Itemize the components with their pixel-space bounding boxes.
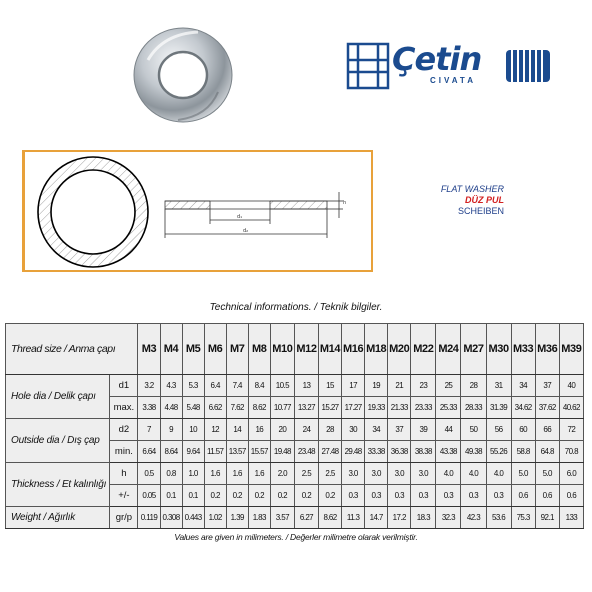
value-cell: 0.5 <box>138 463 160 485</box>
size-header: M30 <box>486 324 511 375</box>
value-cell: 44 <box>436 419 461 441</box>
value-cell: 3.0 <box>365 463 388 485</box>
name-english: FLAT WASHER <box>440 184 504 194</box>
value-cell: 37.62 <box>535 397 559 419</box>
size-header: M10 <box>270 324 294 375</box>
size-header: M33 <box>511 324 535 375</box>
symbol-cell: min. <box>110 441 138 463</box>
value-cell: 10.5 <box>270 375 294 397</box>
value-cell: 11.3 <box>342 507 365 529</box>
product-names <box>420 184 504 217</box>
size-header: M18 <box>365 324 388 375</box>
table-row <box>6 507 584 529</box>
value-cell: 20 <box>270 419 294 441</box>
property-label: Hole dia / Delik çapı <box>6 375 110 419</box>
value-cell: 36.38 <box>388 441 411 463</box>
value-cell: 0.3 <box>461 485 486 507</box>
h-label: h <box>343 200 347 206</box>
table-row <box>6 463 584 485</box>
value-cell: 0.2 <box>248 485 270 507</box>
value-cell: 0.3 <box>436 485 461 507</box>
value-cell: 40 <box>559 375 583 397</box>
size-header: M16 <box>342 324 365 375</box>
value-cell: 37 <box>388 419 411 441</box>
symbol-cell: max. <box>110 397 138 419</box>
washer-side-view <box>165 192 343 238</box>
value-cell: 15 <box>318 375 341 397</box>
value-cell: 19.33 <box>365 397 388 419</box>
value-cell: 31 <box>486 375 511 397</box>
size-header: M22 <box>411 324 436 375</box>
size-header: M6 <box>204 324 226 375</box>
table-row <box>6 375 584 397</box>
value-cell: 0.2 <box>270 485 294 507</box>
value-cell: 6.0 <box>559 463 583 485</box>
value-cell: 1.0 <box>182 463 204 485</box>
value-cell: 15.27 <box>318 397 341 419</box>
size-header: M14 <box>318 324 341 375</box>
size-header: M8 <box>248 324 270 375</box>
symbol-cell: gr/p <box>110 507 138 529</box>
value-cell: 4.48 <box>160 397 182 419</box>
value-cell: 28 <box>461 375 486 397</box>
value-cell: 1.02 <box>204 507 226 529</box>
value-cell: 38.38 <box>411 441 436 463</box>
value-cell: 23.48 <box>294 441 318 463</box>
value-cell: 3.0 <box>388 463 411 485</box>
value-cell: 19 <box>365 375 388 397</box>
value-cell: 3.0 <box>342 463 365 485</box>
value-cell: 34.62 <box>511 397 535 419</box>
value-cell: 10 <box>182 419 204 441</box>
value-cell: 56 <box>486 419 511 441</box>
value-cell: 28.33 <box>461 397 486 419</box>
value-cell: 4.0 <box>486 463 511 485</box>
size-header: M12 <box>294 324 318 375</box>
value-cell: 25.33 <box>436 397 461 419</box>
value-cell: 0.05 <box>138 485 160 507</box>
value-cell: 12 <box>204 419 226 441</box>
name-german: SCHEIBEN <box>457 206 504 216</box>
value-cell: 58.8 <box>511 441 535 463</box>
value-cell: 0.3 <box>365 485 388 507</box>
value-cell: 72 <box>559 419 583 441</box>
symbol-cell: +/- <box>110 485 138 507</box>
value-cell: 0.8 <box>160 463 182 485</box>
value-cell: 18.3 <box>411 507 436 529</box>
value-cell: 27.48 <box>318 441 341 463</box>
value-cell: 9 <box>160 419 182 441</box>
value-cell: 3.38 <box>138 397 160 419</box>
value-cell: 6.64 <box>138 441 160 463</box>
value-cell: 31.39 <box>486 397 511 419</box>
units-footnote: Values are given in milimeters. / Değerler milimetre olarak verilmiştir. <box>174 532 418 542</box>
value-cell: 5.48 <box>182 397 204 419</box>
value-cell: 0.1 <box>160 485 182 507</box>
value-cell: 3.2 <box>138 375 160 397</box>
logo-wordmark: Çetin <box>392 40 482 78</box>
value-cell: 1.6 <box>204 463 226 485</box>
value-cell: 1.6 <box>226 463 248 485</box>
size-header: M4 <box>160 324 182 375</box>
value-cell: 0.2 <box>318 485 341 507</box>
value-cell: 2.0 <box>270 463 294 485</box>
value-cell: 11.57 <box>204 441 226 463</box>
value-cell: 8.62 <box>318 507 341 529</box>
value-cell: 14 <box>226 419 248 441</box>
size-header: M20 <box>388 324 411 375</box>
value-cell: 55.26 <box>486 441 511 463</box>
value-cell: 53.6 <box>486 507 511 529</box>
value-cell: 9.64 <box>182 441 204 463</box>
value-cell: 1.39 <box>226 507 248 529</box>
value-cell: 7.62 <box>226 397 248 419</box>
size-header: M27 <box>461 324 486 375</box>
table-row <box>6 419 584 441</box>
value-cell: 64.8 <box>535 441 559 463</box>
value-cell: 0.3 <box>411 485 436 507</box>
value-cell: 23.33 <box>411 397 436 419</box>
value-cell: 4.3 <box>160 375 182 397</box>
value-cell: 15.57 <box>248 441 270 463</box>
value-cell: 5.3 <box>182 375 204 397</box>
spec-table <box>5 323 584 529</box>
value-cell: 2.5 <box>318 463 341 485</box>
value-cell: 8.62 <box>248 397 270 419</box>
property-label: Outside dia / Dış çap <box>6 419 110 463</box>
size-header: M7 <box>226 324 248 375</box>
size-header: M36 <box>535 324 559 375</box>
value-cell: 0.308 <box>160 507 182 529</box>
technical-drawing <box>22 150 373 272</box>
value-cell: 75.3 <box>511 507 535 529</box>
value-cell: 0.6 <box>559 485 583 507</box>
value-cell: 0.6 <box>535 485 559 507</box>
value-cell: 3.57 <box>270 507 294 529</box>
table-header-row <box>6 324 584 375</box>
value-cell: 7 <box>138 419 160 441</box>
d2-label: d₂ <box>243 228 249 234</box>
value-cell: 70.8 <box>559 441 583 463</box>
value-cell: 10.77 <box>270 397 294 419</box>
washer-photo <box>128 20 238 130</box>
value-cell: 6.27 <box>294 507 318 529</box>
value-cell: 2.5 <box>294 463 318 485</box>
value-cell: 23 <box>411 375 436 397</box>
value-cell: 8.4 <box>248 375 270 397</box>
value-cell: 5.0 <box>511 463 535 485</box>
value-cell: 30 <box>342 419 365 441</box>
value-cell: 24 <box>294 419 318 441</box>
value-cell: 3.0 <box>411 463 436 485</box>
symbol-cell: d1 <box>110 375 138 397</box>
value-cell: 133 <box>559 507 583 529</box>
value-cell: 8.64 <box>160 441 182 463</box>
value-cell: 13.57 <box>226 441 248 463</box>
value-cell: 17.27 <box>342 397 365 419</box>
value-cell: 42.3 <box>461 507 486 529</box>
value-cell: 13 <box>294 375 318 397</box>
value-cell: 0.3 <box>342 485 365 507</box>
value-cell: 0.2 <box>226 485 248 507</box>
value-cell: 34 <box>365 419 388 441</box>
property-label: Weight / Ağırlık <box>6 507 110 529</box>
size-header: M3 <box>138 324 160 375</box>
value-cell: 37 <box>535 375 559 397</box>
value-cell: 32.3 <box>436 507 461 529</box>
value-cell: 21.33 <box>388 397 411 419</box>
value-cell: 14.7 <box>365 507 388 529</box>
value-cell: 6.4 <box>204 375 226 397</box>
property-label: Thickness / Et kalınlığı <box>6 463 110 507</box>
symbol-cell: h <box>110 463 138 485</box>
value-cell: 1.83 <box>248 507 270 529</box>
value-cell: 92.1 <box>535 507 559 529</box>
value-cell: 66 <box>535 419 559 441</box>
value-cell: 21 <box>388 375 411 397</box>
value-cell: 19.48 <box>270 441 294 463</box>
value-cell: 40.62 <box>559 397 583 419</box>
washer-front-view <box>38 157 148 267</box>
value-cell: 0.119 <box>138 507 160 529</box>
value-cell: 28 <box>318 419 341 441</box>
value-cell: 4.0 <box>436 463 461 485</box>
value-cell: 0.3 <box>486 485 511 507</box>
value-cell: 17 <box>342 375 365 397</box>
value-cell: 16 <box>248 419 270 441</box>
value-cell: 0.2 <box>204 485 226 507</box>
technical-caption: Technical informations. / Teknik bilgiler. <box>209 302 383 313</box>
value-cell: 50 <box>461 419 486 441</box>
value-cell: 43.38 <box>436 441 461 463</box>
value-cell: 13.27 <box>294 397 318 419</box>
value-cell: 49.38 <box>461 441 486 463</box>
header-label: Thread size / Anma çapı <box>6 324 138 375</box>
value-cell: 0.1 <box>182 485 204 507</box>
value-cell: 6.62 <box>204 397 226 419</box>
value-cell: 0.443 <box>182 507 204 529</box>
value-cell: 0.6 <box>511 485 535 507</box>
value-cell: 5.0 <box>535 463 559 485</box>
value-cell: 39 <box>411 419 436 441</box>
value-cell: 60 <box>511 419 535 441</box>
value-cell: 33.38 <box>365 441 388 463</box>
value-cell: 17.2 <box>388 507 411 529</box>
size-header: M24 <box>436 324 461 375</box>
value-cell: 4.0 <box>461 463 486 485</box>
size-header: M39 <box>559 324 583 375</box>
value-cell: 25 <box>436 375 461 397</box>
value-cell: 7.4 <box>226 375 248 397</box>
value-cell: 1.6 <box>248 463 270 485</box>
value-cell: 34 <box>511 375 535 397</box>
logo-subtext: CIVATA <box>430 76 476 85</box>
name-turkish: DÜZ PUL <box>465 195 504 205</box>
symbol-cell: d2 <box>110 419 138 441</box>
value-cell: 29.48 <box>342 441 365 463</box>
value-cell: 0.3 <box>388 485 411 507</box>
size-header: M5 <box>182 324 204 375</box>
value-cell: 0.2 <box>294 485 318 507</box>
d1-label: d₁ <box>237 214 243 220</box>
